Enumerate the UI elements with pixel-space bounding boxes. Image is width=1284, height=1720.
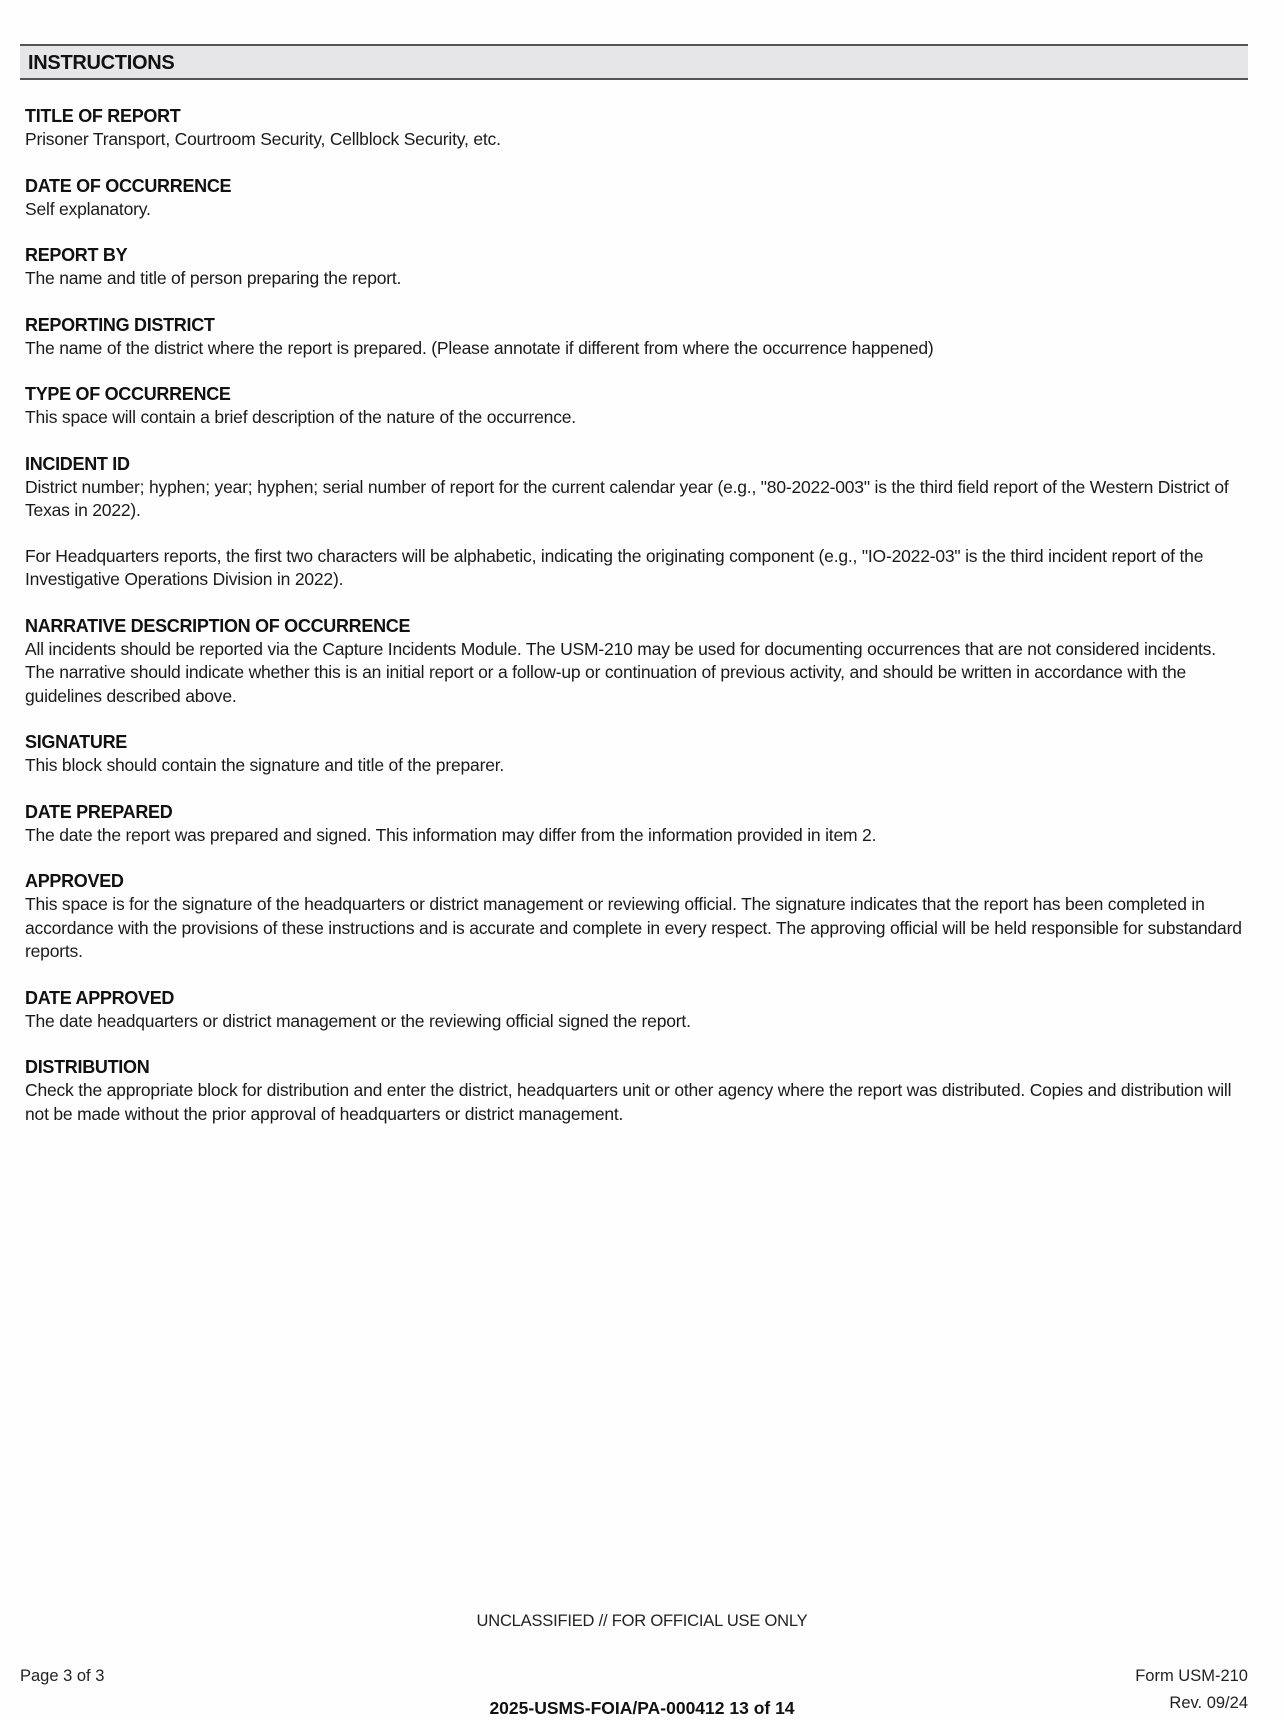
section-heading: DATE APPROVED [25, 987, 175, 1008]
section-distribution [25, 1055, 1245, 1126]
section-body: For Headquarters reports, the first two characters will be alphabetic, indicating the originating component (e.g., "IO-2022-03" is the third incident report of the Investigative Operations Division in 2022). [25, 545, 1204, 589]
section-body: All incidents should be reported via the Capture Incidents Module. The USM-210 may be used for documenting occurrences that are not considered incidents. The narrative should indicate whether this is an initial report or a follow-up or continuation of previous activity, and should be written in accordance with the guidelines described above. [25, 638, 1216, 706]
section-body: The date headquarters or district management or the reviewing official signed the report. [25, 1010, 691, 1031]
section-heading: APPROVED [25, 871, 124, 891]
section-body: This space will contain a brief description of the nature of the occurrence. [25, 407, 576, 427]
section-body: District number; hyphen; year; hyphen; serial number of report for the current calendar year (e.g., "80-2022-003" is the third field report of the Western District of Texas in 2022). [25, 476, 1229, 520]
page-number: Page 3 of 3 [20, 1667, 105, 1685]
section-signature [25, 730, 1245, 778]
instructions-heading: INSTRUCTIONS [28, 52, 175, 74]
section-narrative-description [25, 614, 1245, 709]
section-heading: REPORT BY [25, 245, 128, 265]
section-body: This space is for the signature of the headquarters or district management or reviewing official. The signature indicates that the report has been completed in accordance with the provisions of these instructions and is accurate and complete in every respect. The approving official will be held responsible for substandard reports. [25, 894, 1242, 961]
classification-marking: UNCLASSIFIED // FOR OFFICIAL USE ONLY [476, 1612, 808, 1630]
instructions-header-bar [20, 44, 1248, 80]
section-approved [25, 869, 1245, 964]
section-heading: REPORTING DISTRICT [25, 314, 215, 335]
section-heading: INCIDENT ID [25, 453, 130, 474]
form-revision: Rev. 09/24 [1169, 1694, 1248, 1712]
foia-stamp: 2025-USMS-FOIA/PA-000412 13 of 14 [489, 1698, 795, 1718]
section-date-approved [25, 986, 1245, 1034]
section-body: Check the appropriate block for distribution and enter the district, headquarters unit or other agency where the report was distributed. Copies and distribution will not be made without the prior approval of headquarters or district management. [25, 1080, 1232, 1124]
instructions-sections [25, 104, 1245, 1148]
section-body: This block should contain the signature and title of the preparer. [25, 755, 505, 775]
section-type-of-occurrence [25, 382, 1245, 430]
section-body: Self explanatory. [25, 198, 151, 219]
section-body: Prisoner Transport, Courtroom Security, Cellblock Security, etc. [25, 129, 501, 149]
section-heading: DISTRIBUTION [25, 1057, 150, 1077]
section-body: The name and title of person preparing the report. [25, 268, 402, 288]
section-incident-id [25, 452, 1245, 592]
section-title-of-report [25, 104, 1245, 152]
section-date-of-occurrence [25, 174, 1245, 222]
section-heading: TITLE OF REPORT [25, 106, 181, 126]
section-heading: TYPE OF OCCURRENCE [25, 384, 231, 404]
section-reporting-district [25, 313, 1245, 361]
section-heading: NARRATIVE DESCRIPTION OF OCCURRENCE [25, 615, 411, 636]
section-heading: DATE OF OCCURRENCE [25, 175, 232, 196]
section-heading: DATE PREPARED [25, 801, 173, 822]
section-body: The name of the district where the report is prepared. (Please annotate if different from where the occurrence happened) [25, 337, 934, 358]
section-heading: SIGNATURE [25, 732, 127, 752]
form-number: Form USM-210 [1135, 1667, 1248, 1685]
section-report-by [25, 243, 1245, 291]
section-date-prepared [25, 800, 1245, 848]
section-body: The date the report was prepared and signed. This information may differ from the information provided in item 2. [25, 824, 877, 845]
